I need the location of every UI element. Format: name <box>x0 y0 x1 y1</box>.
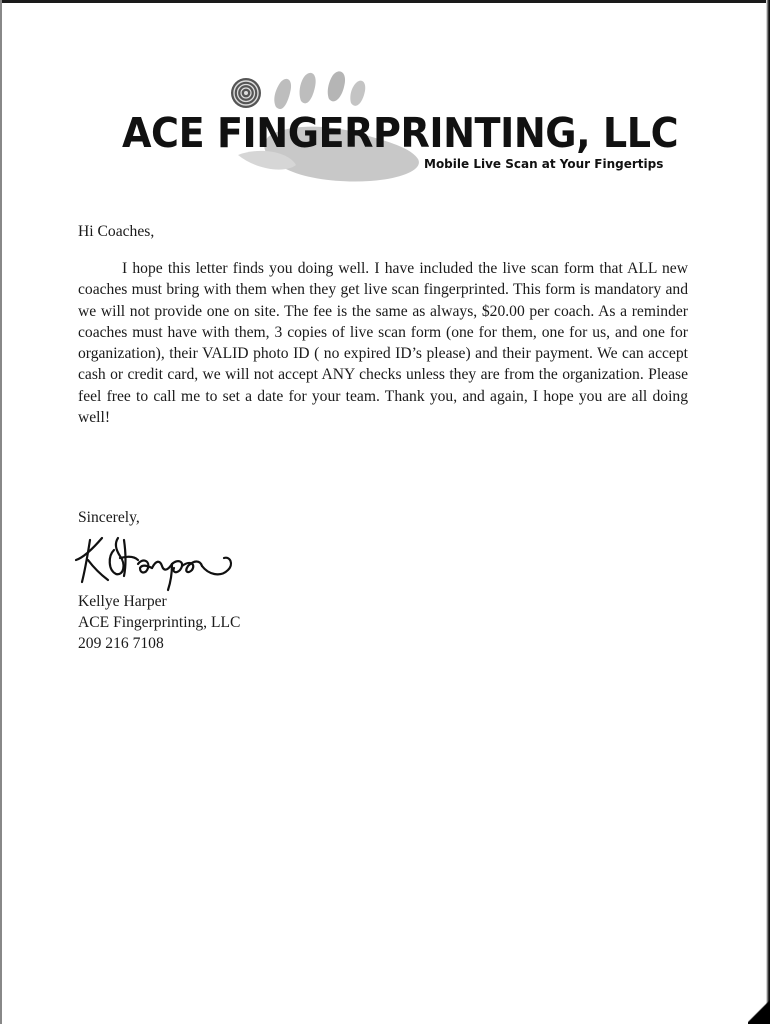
letter-closing: Sincerely, <box>78 509 140 526</box>
letter-greeting: Hi Coaches, <box>78 223 155 240</box>
letter-body: I hope this letter finds you doing well. I have included the live scan form that ALL new coaches must bring with them when they get live scan fingerprinted. This form is mandatory and we will not provide one on site. The fee is the same as always, $20.00 per coach. As a reminder coaches must have with them, 3 copies of live scan form (one for them, one for us, and one for organization), their VALID photo ID ( no expired ID’s please) and their payment. We can accept cash or credit card, we will not accept ANY checks unless they are from the organization. Please feel free to call me to set a date for your team. Thank you, and again, I hope you are all doing well! <box>78 260 688 427</box>
company-logo <box>118 55 679 195</box>
scan-edge-left <box>0 0 2 1024</box>
scan-edge-right <box>766 0 770 1024</box>
company-tagline: Mobile Live Scan at Your Fingertips <box>424 157 664 171</box>
signer-name: Kellye Harper <box>78 593 167 610</box>
signer-company: ACE Fingerprinting, LLC <box>78 614 241 631</box>
handwritten-signature <box>68 530 268 592</box>
company-name: ACE FINGERPRINTING, LLC <box>122 109 679 157</box>
signer-block <box>78 591 240 654</box>
signer-phone: 209 216 7108 <box>78 635 164 652</box>
scan-corner <box>748 998 770 1024</box>
scan-edge-top <box>0 0 770 3</box>
